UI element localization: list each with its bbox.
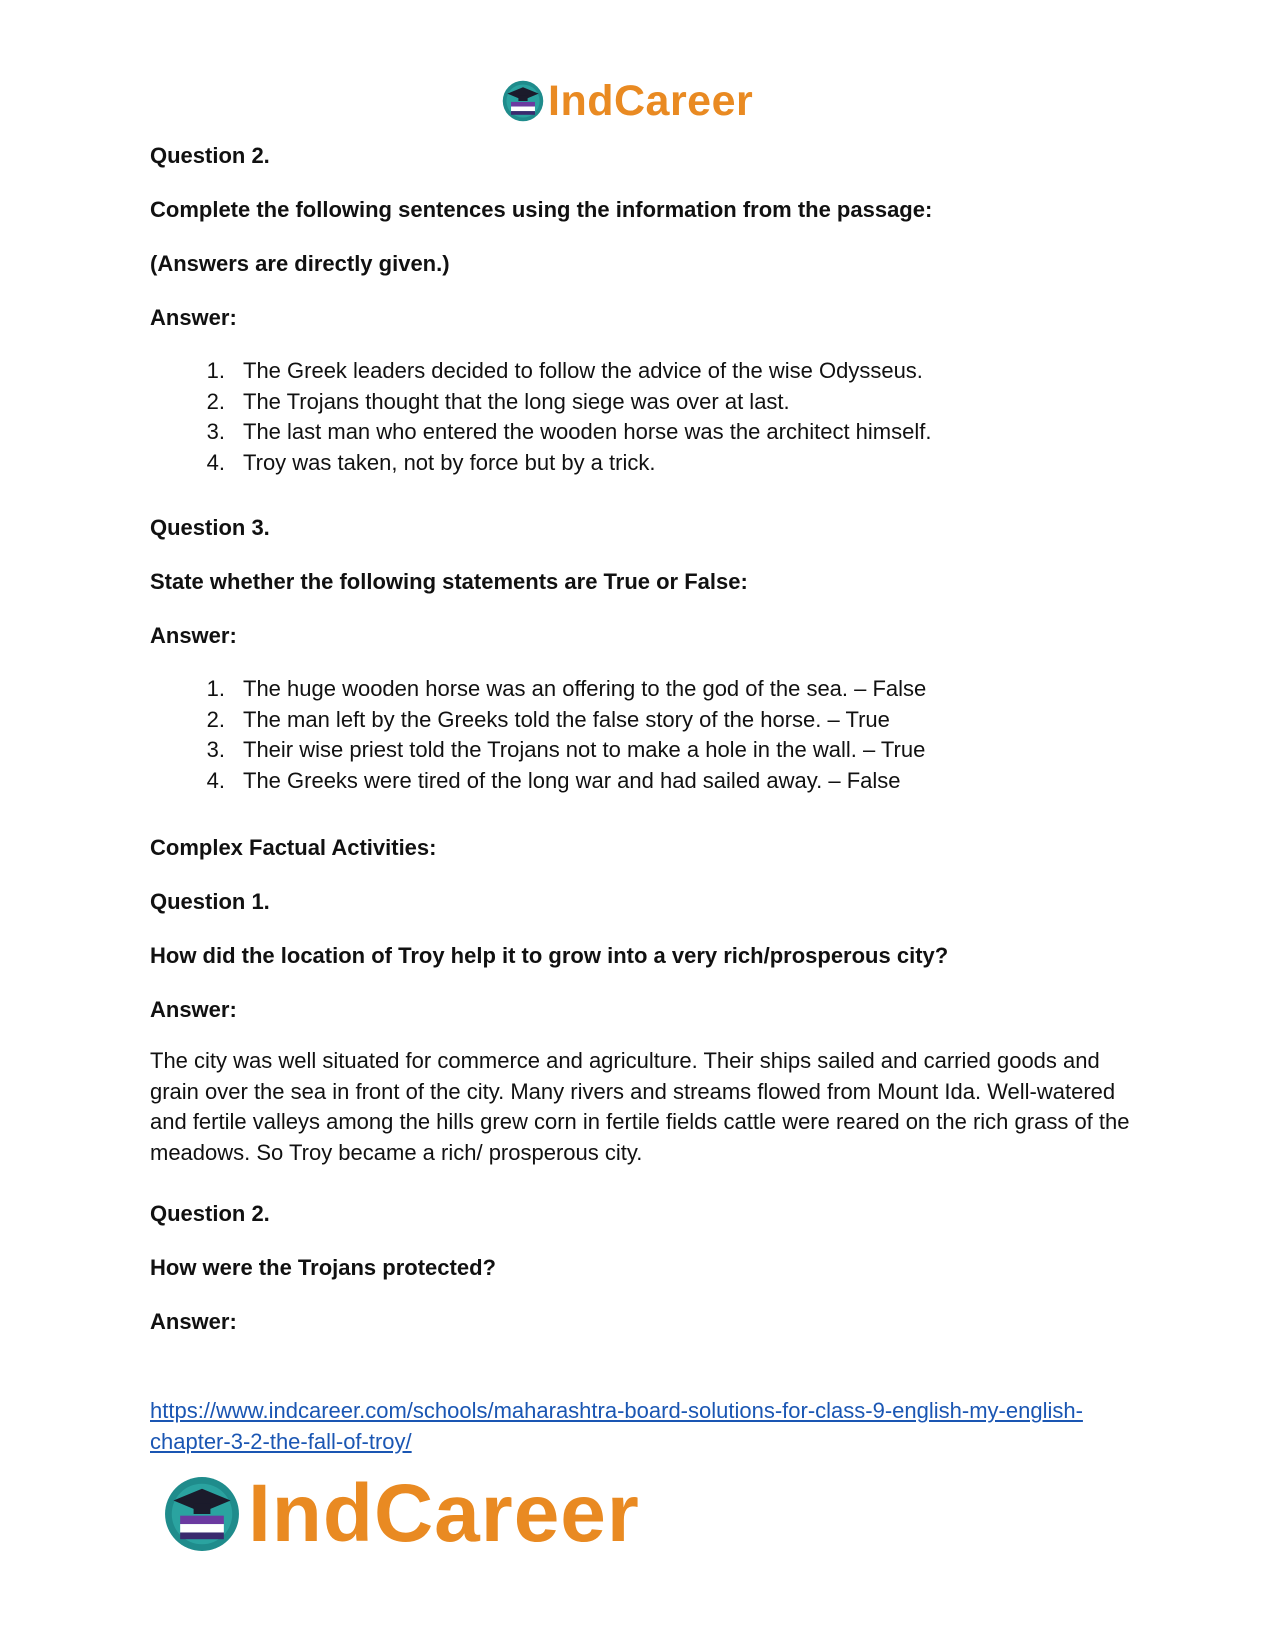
list-number: 4. (206, 767, 225, 793)
list-number: 4. (206, 449, 225, 475)
complex-question-1-answer-text: The city was well situated for commerce and agriculture. Their ships sailed and carried goods and grain over the sea in front of the city. Many rivers and streams flowed from Mount Ida. Well-watered and fertile valleys among the hills grew corn in fertile fields cattle were reared on the rich grass of the meadows. So Troy became a rich/ prosperous city. (150, 1048, 1130, 1165)
list-item (150, 417, 931, 448)
complex-question-1-prompt: How did the location of Troy help it to grow into a very rich/prosperous city? (150, 943, 949, 968)
graduation-cap-emblem-icon (160, 1472, 244, 1556)
footer-logo (160, 1470, 640, 1558)
complex-question-1-title: Question 1. (150, 889, 270, 914)
question-2-prompt: Complete the following sentences using the information from the passage: (150, 197, 933, 222)
brand-wordmark: IndCareer (548, 76, 754, 125)
complex-question-2-prompt: How were the Trojans protected? (150, 1255, 496, 1280)
brand-wordmark: IndCareer (248, 1468, 640, 1559)
list-text: The Greek leaders decided to follow the advice of the wise Odysseus. (243, 358, 923, 383)
source-url-link[interactable]: https://www.indcareer.com/schools/maharashtra-board-solutions-for-class-9-english-my-english-chapter-3-2-the-fall-of-troy/ (150, 1398, 1083, 1454)
question-3-answer-label: Answer: (150, 623, 237, 648)
list-text: Their wise priest told the Trojans not to make a hole in the wall. – True (243, 737, 926, 762)
list-text: The Greeks were tired of the long war and had sailed away. – False (243, 767, 901, 793)
question-2-note: (Answers are directly given.) (150, 251, 450, 276)
list-text: The last man who entered the wooden horse was the architect himself. (243, 419, 932, 444)
question-2-answer-label: Answer: (150, 305, 237, 330)
list-text: The man left by the Greeks told the false story of the horse. – True (243, 706, 890, 732)
list-item (150, 674, 926, 705)
list-number: 1. (206, 676, 225, 701)
question-3-prompt: State whether the following statements are True or False: (150, 569, 748, 594)
list-number: 1. (206, 358, 225, 383)
list-number: 3. (206, 737, 225, 762)
question-3-title: Question 3. (150, 515, 270, 540)
list-number: 2. (206, 706, 225, 732)
complex-question-2-answer-label: Answer: (150, 1309, 237, 1334)
list-number: 2. (206, 388, 225, 414)
list-text: Troy was taken, not by force but by a trick. (243, 449, 656, 475)
complex-question-2-title: Question 2. (150, 1201, 270, 1226)
list-item (150, 448, 931, 479)
question-3-answer-list (150, 674, 926, 796)
list-number: 3. (206, 419, 225, 444)
question-2-title: Question 2. (150, 143, 270, 168)
list-item (150, 387, 931, 418)
list-item (150, 766, 926, 797)
list-item (150, 356, 931, 387)
complex-activities-heading: Complex Factual Activities: (150, 835, 437, 860)
list-item (150, 705, 926, 736)
complex-question-1-answer-label: Answer: (150, 997, 237, 1022)
list-text: The huge wooden horse was an offering to the god of the sea. – False (243, 676, 927, 701)
graduation-cap-emblem-icon (500, 78, 546, 124)
list-item (150, 735, 926, 766)
question-2-answer-list (150, 356, 931, 478)
header-logo (500, 76, 753, 126)
list-text: The Trojans thought that the long siege was over at last. (243, 388, 790, 414)
